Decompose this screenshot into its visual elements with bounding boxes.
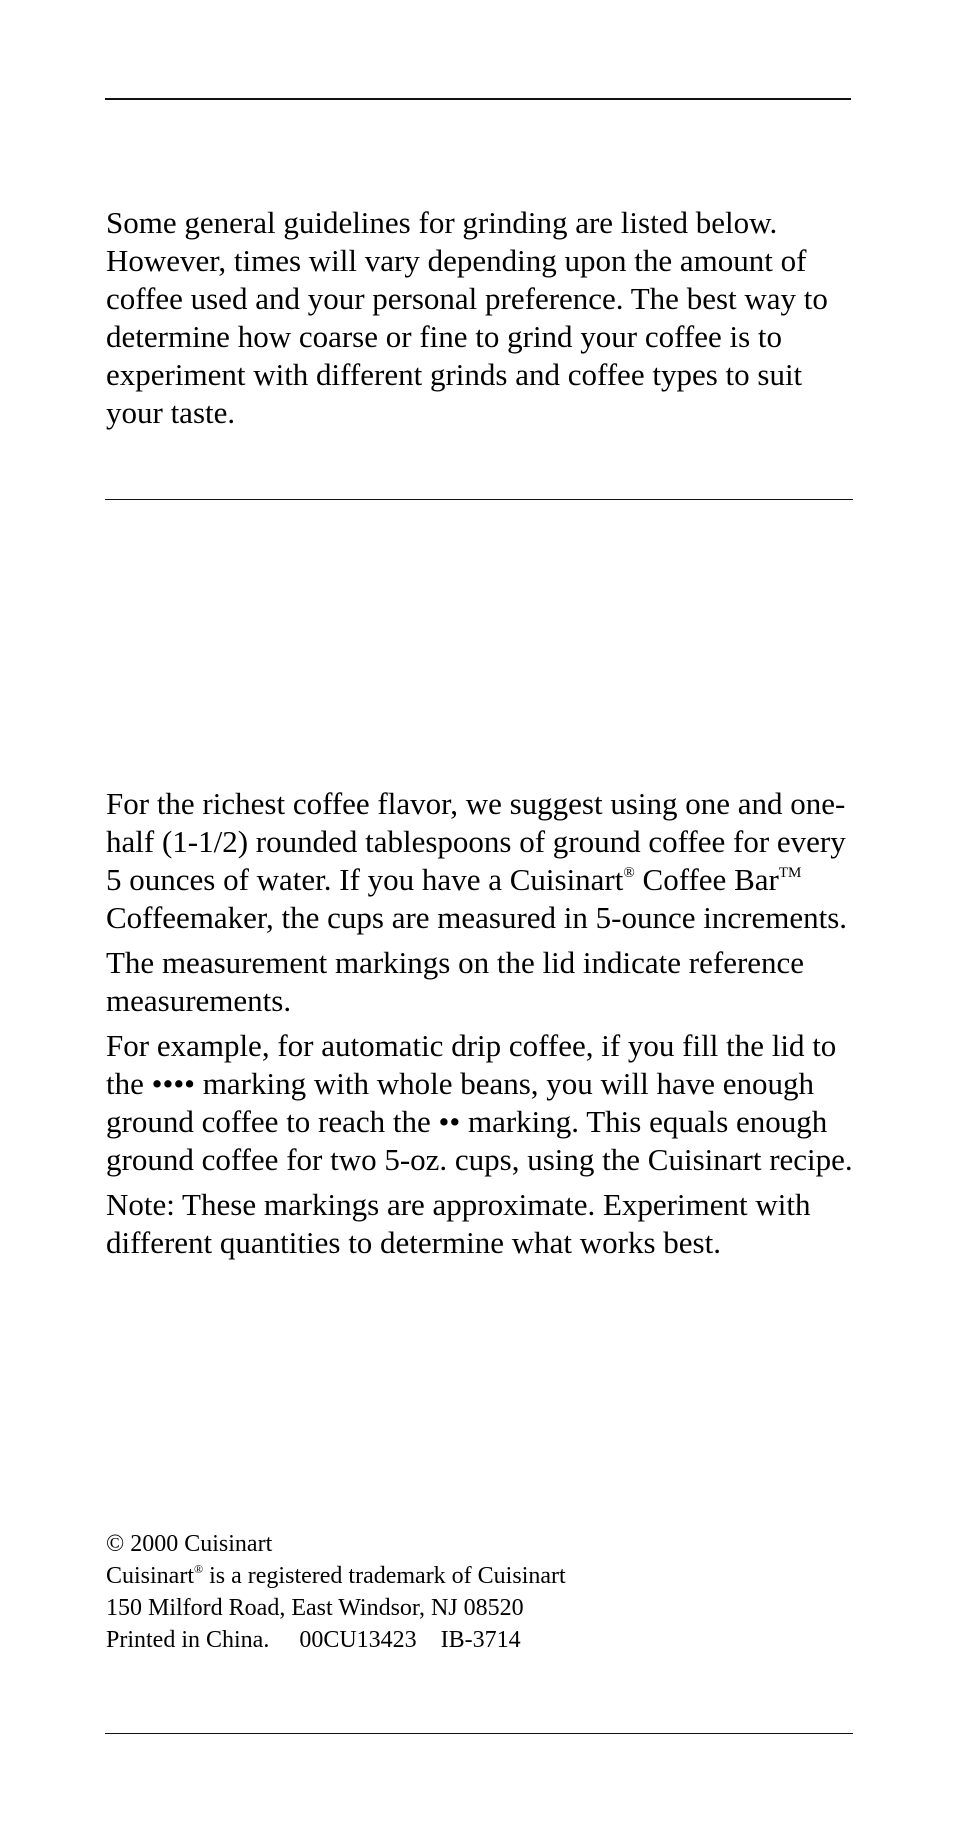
coffee-measurement-section (106, 785, 866, 1269)
middle-divider (105, 499, 853, 500)
copyright-line: © 2000 Cuisinart (106, 1531, 273, 1557)
printed-line: Printed in China. 00CU13423 IB-3714 (106, 1627, 521, 1653)
address-line: 150 Milford Road, East Windsor, NJ 08520 (106, 1595, 524, 1621)
coffee-ratio-text-3: Coffeemaker, the cups are measured in 5-ounce increments. (106, 900, 848, 935)
trademark-text: is a registered trademark of Cuisinart (203, 1563, 566, 1589)
grinding-guidelines-paragraph: Some general guidelines for grinding are listed below. However, times will vary depending upon the amount of coffee used and your personal preference. The best way to determine how coarse or fine to grind your coffee is to experiment with different grinds and coffee types to suit your taste. (106, 205, 828, 430)
coffee-ratio-paragraph (106, 785, 866, 937)
footer-imprint (106, 1528, 566, 1656)
coffee-ratio-text-1: For the richest coffee flavor, we suggest using one and one-half (1-1/2) rounded tablespoons of ground coffee for every 5 ounces of water. If you have a Cuisinart (106, 786, 846, 897)
lid-markings-paragraph: The measurement markings on the lid indicate reference measurements. (106, 945, 805, 1018)
registered-mark: ® (623, 865, 635, 881)
trademark-mark: TM (778, 865, 802, 881)
trademark-line (106, 1560, 566, 1592)
footer-registered-mark: ® (194, 1562, 204, 1576)
note-paragraph: Note: These markings are approximate. Experiment with different quantities to determine what works best. (106, 1187, 811, 1260)
coffee-ratio-text-2: Coffee Bar (634, 862, 779, 897)
top-divider (105, 98, 851, 100)
trademark-brand: Cuisinart (106, 1563, 194, 1589)
example-paragraph: For example, for automatic drip coffee, if you fill the lid to the •••• marking with whole beans, you will have enough ground coffee to reach the •• marking. This equals enough ground coffee for two 5-oz. cups, using the Cuisinart recipe. (106, 1028, 853, 1177)
grinding-guidelines-section (106, 204, 866, 432)
bottom-divider (105, 1733, 853, 1734)
